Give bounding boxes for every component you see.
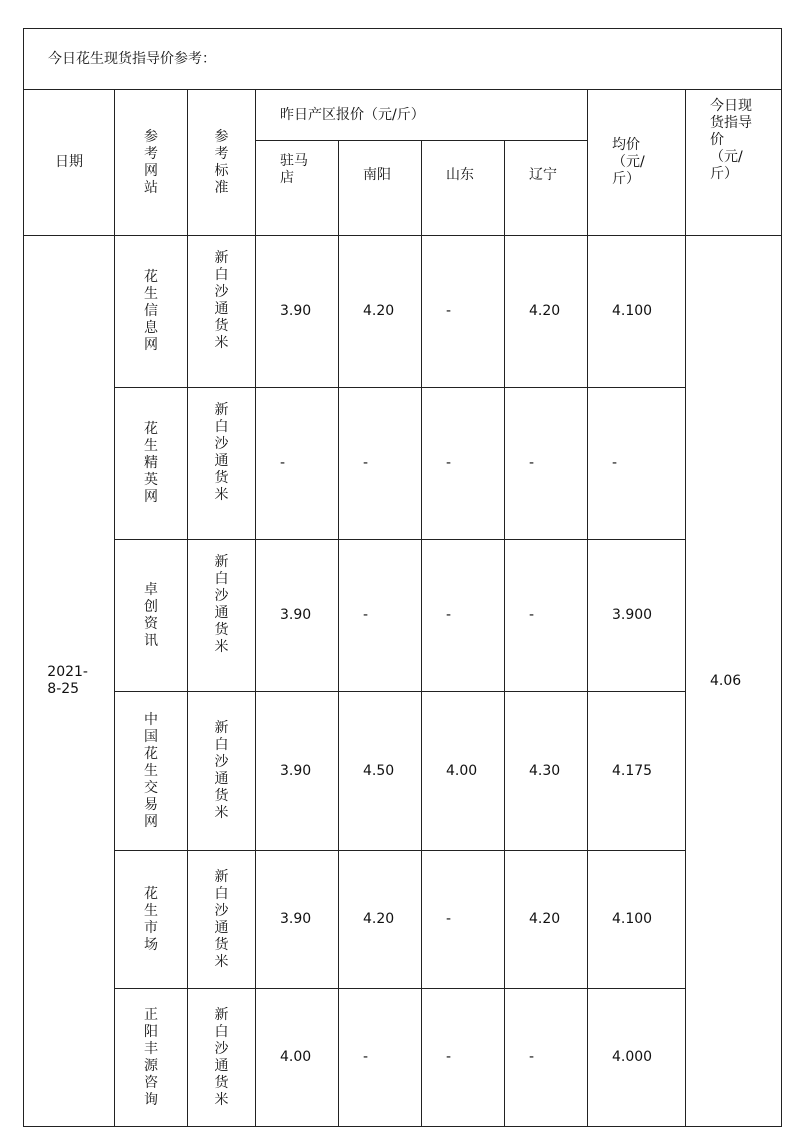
price-zhumadian: 3.90	[256, 236, 339, 388]
site-cell	[115, 851, 188, 989]
header-region-liaoning: 辽宁	[505, 141, 588, 236]
price-shandong: -	[422, 989, 505, 1127]
table-row	[24, 236, 782, 388]
site-cell	[115, 989, 188, 1127]
price-liaoning: -	[505, 989, 588, 1127]
table-row	[24, 851, 782, 989]
today-price-cell: 4.06	[686, 236, 782, 1127]
price-nanyang: -	[339, 540, 422, 692]
standard-cell	[188, 236, 256, 388]
header-yesterday-group: 昨日产区报价（元/斤）	[256, 90, 588, 141]
price-nanyang: -	[339, 388, 422, 540]
header-today	[686, 90, 782, 236]
standard-cell	[188, 388, 256, 540]
site-name: 中国花生交易网	[144, 711, 158, 830]
header-region-shandong: 山东	[422, 141, 505, 236]
price-nanyang: -	[339, 989, 422, 1127]
site-name: 正阳丰源咨询	[144, 1006, 158, 1108]
price-avg: 3.900	[588, 540, 686, 692]
price-avg: 4.100	[588, 236, 686, 388]
price-avg: 4.000	[588, 989, 686, 1127]
price-nanyang: 4.20	[339, 851, 422, 989]
price-shandong: -	[422, 388, 505, 540]
site-name: 花生精英网	[144, 421, 158, 505]
standard-name: 新白沙通货米	[214, 868, 229, 970]
standard-cell	[188, 692, 256, 851]
header-region-zhumadian-text: 驻马店	[280, 153, 308, 186]
site-cell	[115, 692, 188, 851]
date-cell	[24, 236, 115, 1127]
header-standard-text: 参考标准	[214, 128, 229, 196]
price-shandong: -	[422, 236, 505, 388]
table-row	[24, 388, 782, 540]
price-liaoning: 4.30	[505, 692, 588, 851]
header-site-text: 参考网站	[144, 128, 158, 196]
price-shandong: 4.00	[422, 692, 505, 851]
site-name: 花生信息网	[144, 269, 158, 353]
price-nanyang: 4.50	[339, 692, 422, 851]
date-text: 2021-8-25	[47, 664, 88, 697]
standard-cell	[188, 540, 256, 692]
table-row	[24, 540, 782, 692]
header-avg-text: 均价（元/斤）	[612, 137, 645, 187]
standard-name: 新白沙通货米	[214, 1006, 229, 1108]
price-zhumadian: -	[256, 388, 339, 540]
standard-name: 新白沙通货米	[214, 250, 229, 351]
standard-name: 新白沙通货米	[214, 720, 229, 821]
table-row	[24, 989, 782, 1127]
price-zhumadian: 4.00	[256, 989, 339, 1127]
price-liaoning: -	[505, 540, 588, 692]
price-zhumadian: 3.90	[256, 851, 339, 989]
header-standard	[188, 90, 256, 236]
header-date: 日期	[24, 90, 115, 236]
price-liaoning: -	[505, 388, 588, 540]
site-name: 卓创资讯	[144, 581, 158, 649]
price-liaoning: 4.20	[505, 851, 588, 989]
price-zhumadian: 3.90	[256, 540, 339, 692]
site-cell	[115, 388, 188, 540]
header-region-zhumadian	[256, 141, 339, 236]
table-row	[24, 692, 782, 851]
price-avg: 4.100	[588, 851, 686, 989]
site-cell	[115, 540, 188, 692]
site-cell	[115, 236, 188, 388]
price-avg: -	[588, 388, 686, 540]
header-today-text: 今日现货指导价（元/斤）	[710, 98, 752, 182]
price-nanyang: 4.20	[339, 236, 422, 388]
standard-cell	[188, 989, 256, 1127]
standard-name: 新白沙通货米	[214, 554, 229, 655]
table-title: 今日花生现货指导价参考：	[24, 29, 782, 90]
price-shandong: -	[422, 851, 505, 989]
price-liaoning: 4.20	[505, 236, 588, 388]
price-avg: 4.175	[588, 692, 686, 851]
price-zhumadian: 3.90	[256, 692, 339, 851]
price-table	[23, 28, 782, 1127]
site-name: 花生市场	[144, 885, 158, 953]
price-shandong: -	[422, 540, 505, 692]
standard-name: 新白沙通货米	[214, 402, 229, 503]
header-site	[115, 90, 188, 236]
standard-cell	[188, 851, 256, 989]
header-region-nanyang: 南阳	[339, 141, 422, 236]
header-avg	[588, 90, 686, 236]
